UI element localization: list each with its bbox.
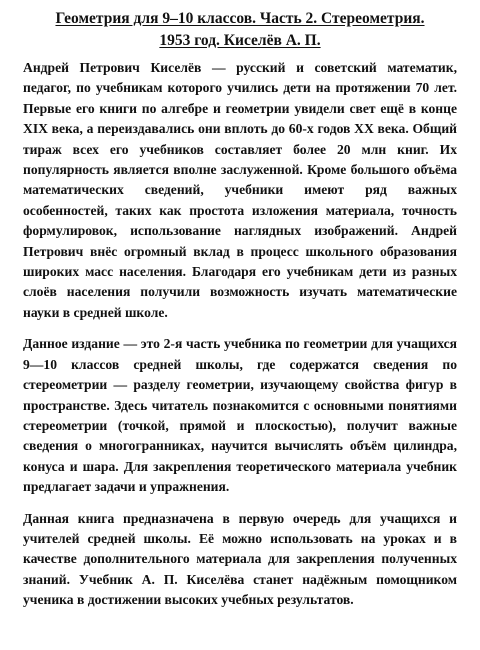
paragraph-author-bio: Андрей Петрович Киселёв — русский и советский математик, педагог, по учебникам которого учились дети на протяжении 70 лет. Первые его книги по алгебре и геометрии увидели свет ещё в конце XIX века, а переиздавались они вплоть до 60-х годов XX века. Общий тираж всех его учебников составляет более 20 млн книг. Их популярность является вполне заслуженной. Кроме большого объёма математических сведений, учебники имеют ряд важных особенностей, таких как простота изложения материала, точность формулировок, использование наглядных изображений. Андрей Петрович внёс огромный вклад в процесс школьного образования широких масс населения. Благодаря его учебникам дети из разных слоёв населения получили возможность изучать математические науки в средней школе. — [23, 60, 457, 320]
paragraph-edition-contents: Данное издание — это 2-я часть учебника по геометрии для учащихся 9—10 классов средней школы, где содержатся сведения по стереометрии — разделу геометрии, изучающему свойства фигур в пространстве. Здесь читатель познакомится с основными понятиями стереометрии (точкой, прямой и плоскостью), получит важные сведения о многогранниках, научится вычислять объём цилиндра, конуса и шара. Для закрепления теоретического материала учебник предлагает задачи и упражнения. — [23, 336, 457, 495]
title-line-1: Геометрия для 9–10 классов. Часть 2. Стереометрия. — [55, 10, 425, 27]
document-title — [23, 8, 457, 52]
paragraph-audience: Данная книга предназначена в первую очередь для учащихся и учителей средней школы. Её можно использовать на уроках и в качестве дополнительного материала для закрепления полученных знаний. Учебник А. П. Киселёва станет надёжным помощником ученика в достижении высоких учебных результатов. — [23, 510, 457, 608]
title-line-2: 1953 год. Киселёв А. П. — [159, 32, 321, 49]
